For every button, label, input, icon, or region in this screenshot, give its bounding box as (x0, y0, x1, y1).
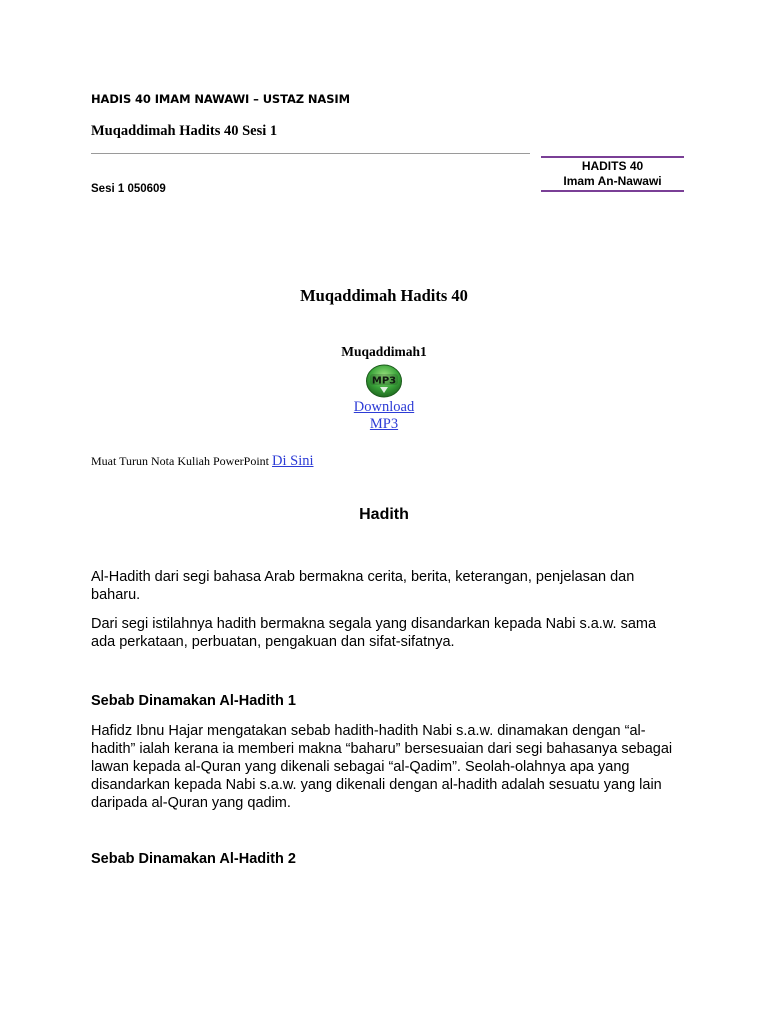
session-label: Sesi 1 050609 (91, 183, 166, 195)
notes-download-line (91, 453, 314, 470)
notes-download-text: Muat Turun Nota Kuliah PowerPoint (91, 454, 270, 468)
series-label-line1: HADITS 40 (581, 159, 644, 173)
audio-file-name: Muqaddimah1 (341, 344, 427, 359)
course-header: HADIS 40 IMAM NAWAWI – USTAZ NASIM (91, 92, 350, 106)
paragraph-definition-language: Al-Hadith dari segi bahasa Arab bermakna cerita, berita, keterangan, penjelasan dan baharu. (91, 569, 635, 603)
series-label-line2: Imam An-Nawawi (563, 174, 662, 188)
paragraph-definition-term: Dari segi istilahnya hadith bermakna segala yang disandarkan kepada Nabi s.a.w. sama ada perkataan, perbuatan, pengakuan dan sifat-sifatnya. (91, 616, 657, 650)
download-link-line1[interactable]: Download (353, 399, 415, 415)
mp3-icon-text: MP3 (371, 375, 397, 387)
paragraph-reason-1: Hafidz Ibnu Hajar mengatakan sebab hadith-hadith Nabi s.a.w. dinamakan dengan “al-hadith” ialah kerana ia memberi makna “baharu” bersesuaian dari segi bahasanya sebagai lawan kepada al-Quran yang dikenali sebagai “al-Qadim”. Seolah-olahnya apa yang disandarkan kepada Nabi s.a.w. yang dikenali dengan al-hadith adalah sesuatu yang lain daripada al-Quran yang qadim. (91, 723, 673, 811)
notes-download-link[interactable]: Di Sini (272, 453, 314, 469)
header-divider (91, 153, 530, 154)
document-subtitle: Muqaddimah Hadits 40 Sesi 1 (91, 123, 278, 139)
page-title: Muqaddimah Hadits 40 (300, 286, 468, 305)
section-heading-reason-1: Sebab Dinamakan Al-Hadith 1 (91, 693, 296, 709)
series-label-box (541, 156, 684, 192)
section-heading-reason-2: Sebab Dinamakan Al-Hadith 2 (91, 851, 296, 867)
hadith-heading: Hadith (359, 506, 409, 523)
download-link-line2[interactable]: MP3 (369, 416, 399, 432)
mp3-download-icon[interactable] (365, 364, 403, 398)
